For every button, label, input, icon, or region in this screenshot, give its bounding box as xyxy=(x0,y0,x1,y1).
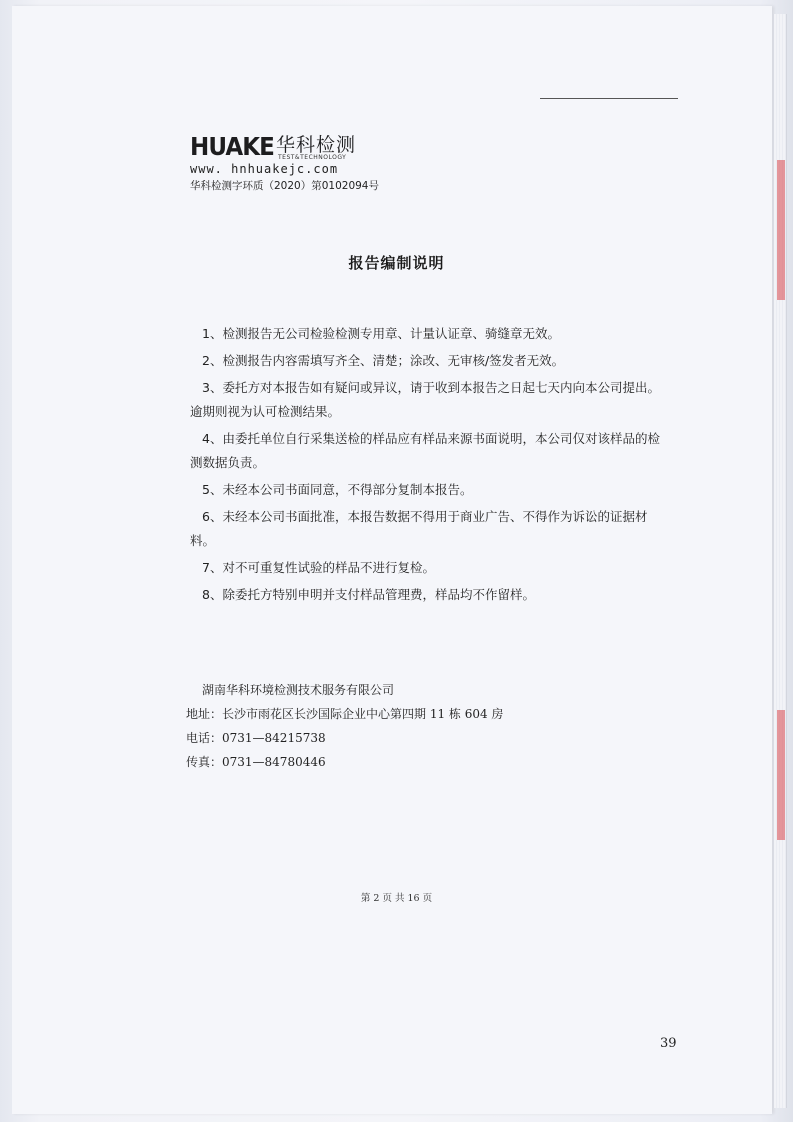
note-item: 7、对不可重复性试验的样品不进行复检。 xyxy=(202,560,435,575)
note-item: 8、除委托方特别申明并支付样品管理费，样品均不作留样。 xyxy=(202,587,535,602)
seal-edge-mark xyxy=(777,710,785,840)
company-name: 湖南华科环境检测技术服务有限公司 xyxy=(202,683,395,697)
note-item: 2、检测报告内容需填写齐全、清楚；涂改、无审核/签发者无效。 xyxy=(202,353,565,368)
document-title: 报告编制说明 xyxy=(348,254,445,272)
company-phone: 电话：0731—84215738 xyxy=(186,731,326,745)
note-item: 3、委托方对本报告如有疑问或异议，请于收到本报告之日起七天内向本公司提出。逾期则视为认可检测结果。 xyxy=(190,380,660,419)
page-number: 39 xyxy=(660,1036,677,1051)
company-contact-block xyxy=(186,678,606,774)
header-rule xyxy=(540,98,678,99)
company-website: www. hnhuakejc.com xyxy=(190,162,339,176)
page-info: 第 2 页 共 16 页 xyxy=(360,893,433,904)
note-item: 4、由委托单位自行采集送检的样品应有样品来源书面说明，本公司仅对该样品的检测数据负责。 xyxy=(190,431,660,470)
note-item: 5、未经本公司书面同意，不得部分复制本报告。 xyxy=(202,482,473,497)
logo-chinese-name: 华科检测 xyxy=(276,134,357,156)
notes-list xyxy=(190,322,668,610)
logo-wordmark: HUAKE xyxy=(190,132,274,161)
note-item: 6、未经本公司书面批准，本报告数据不得用于商业广告、不得作为诉讼的证据材料。 xyxy=(190,509,648,548)
company-fax: 传真：0731—84780446 xyxy=(186,755,326,769)
qualification-number: 华科检测字环质（2020）第0102094号 xyxy=(190,180,379,192)
company-address: 地址：长沙市雨花区长沙国际企业中心第四期 11 栋 604 房 xyxy=(186,707,504,721)
logo-subtitle: TEST&TECHNOLOGY xyxy=(278,154,347,161)
seal-edge-mark xyxy=(777,160,785,300)
note-item: 1、检测报告无公司检验检测专用章、计量认证章、骑缝章无效。 xyxy=(202,326,560,341)
